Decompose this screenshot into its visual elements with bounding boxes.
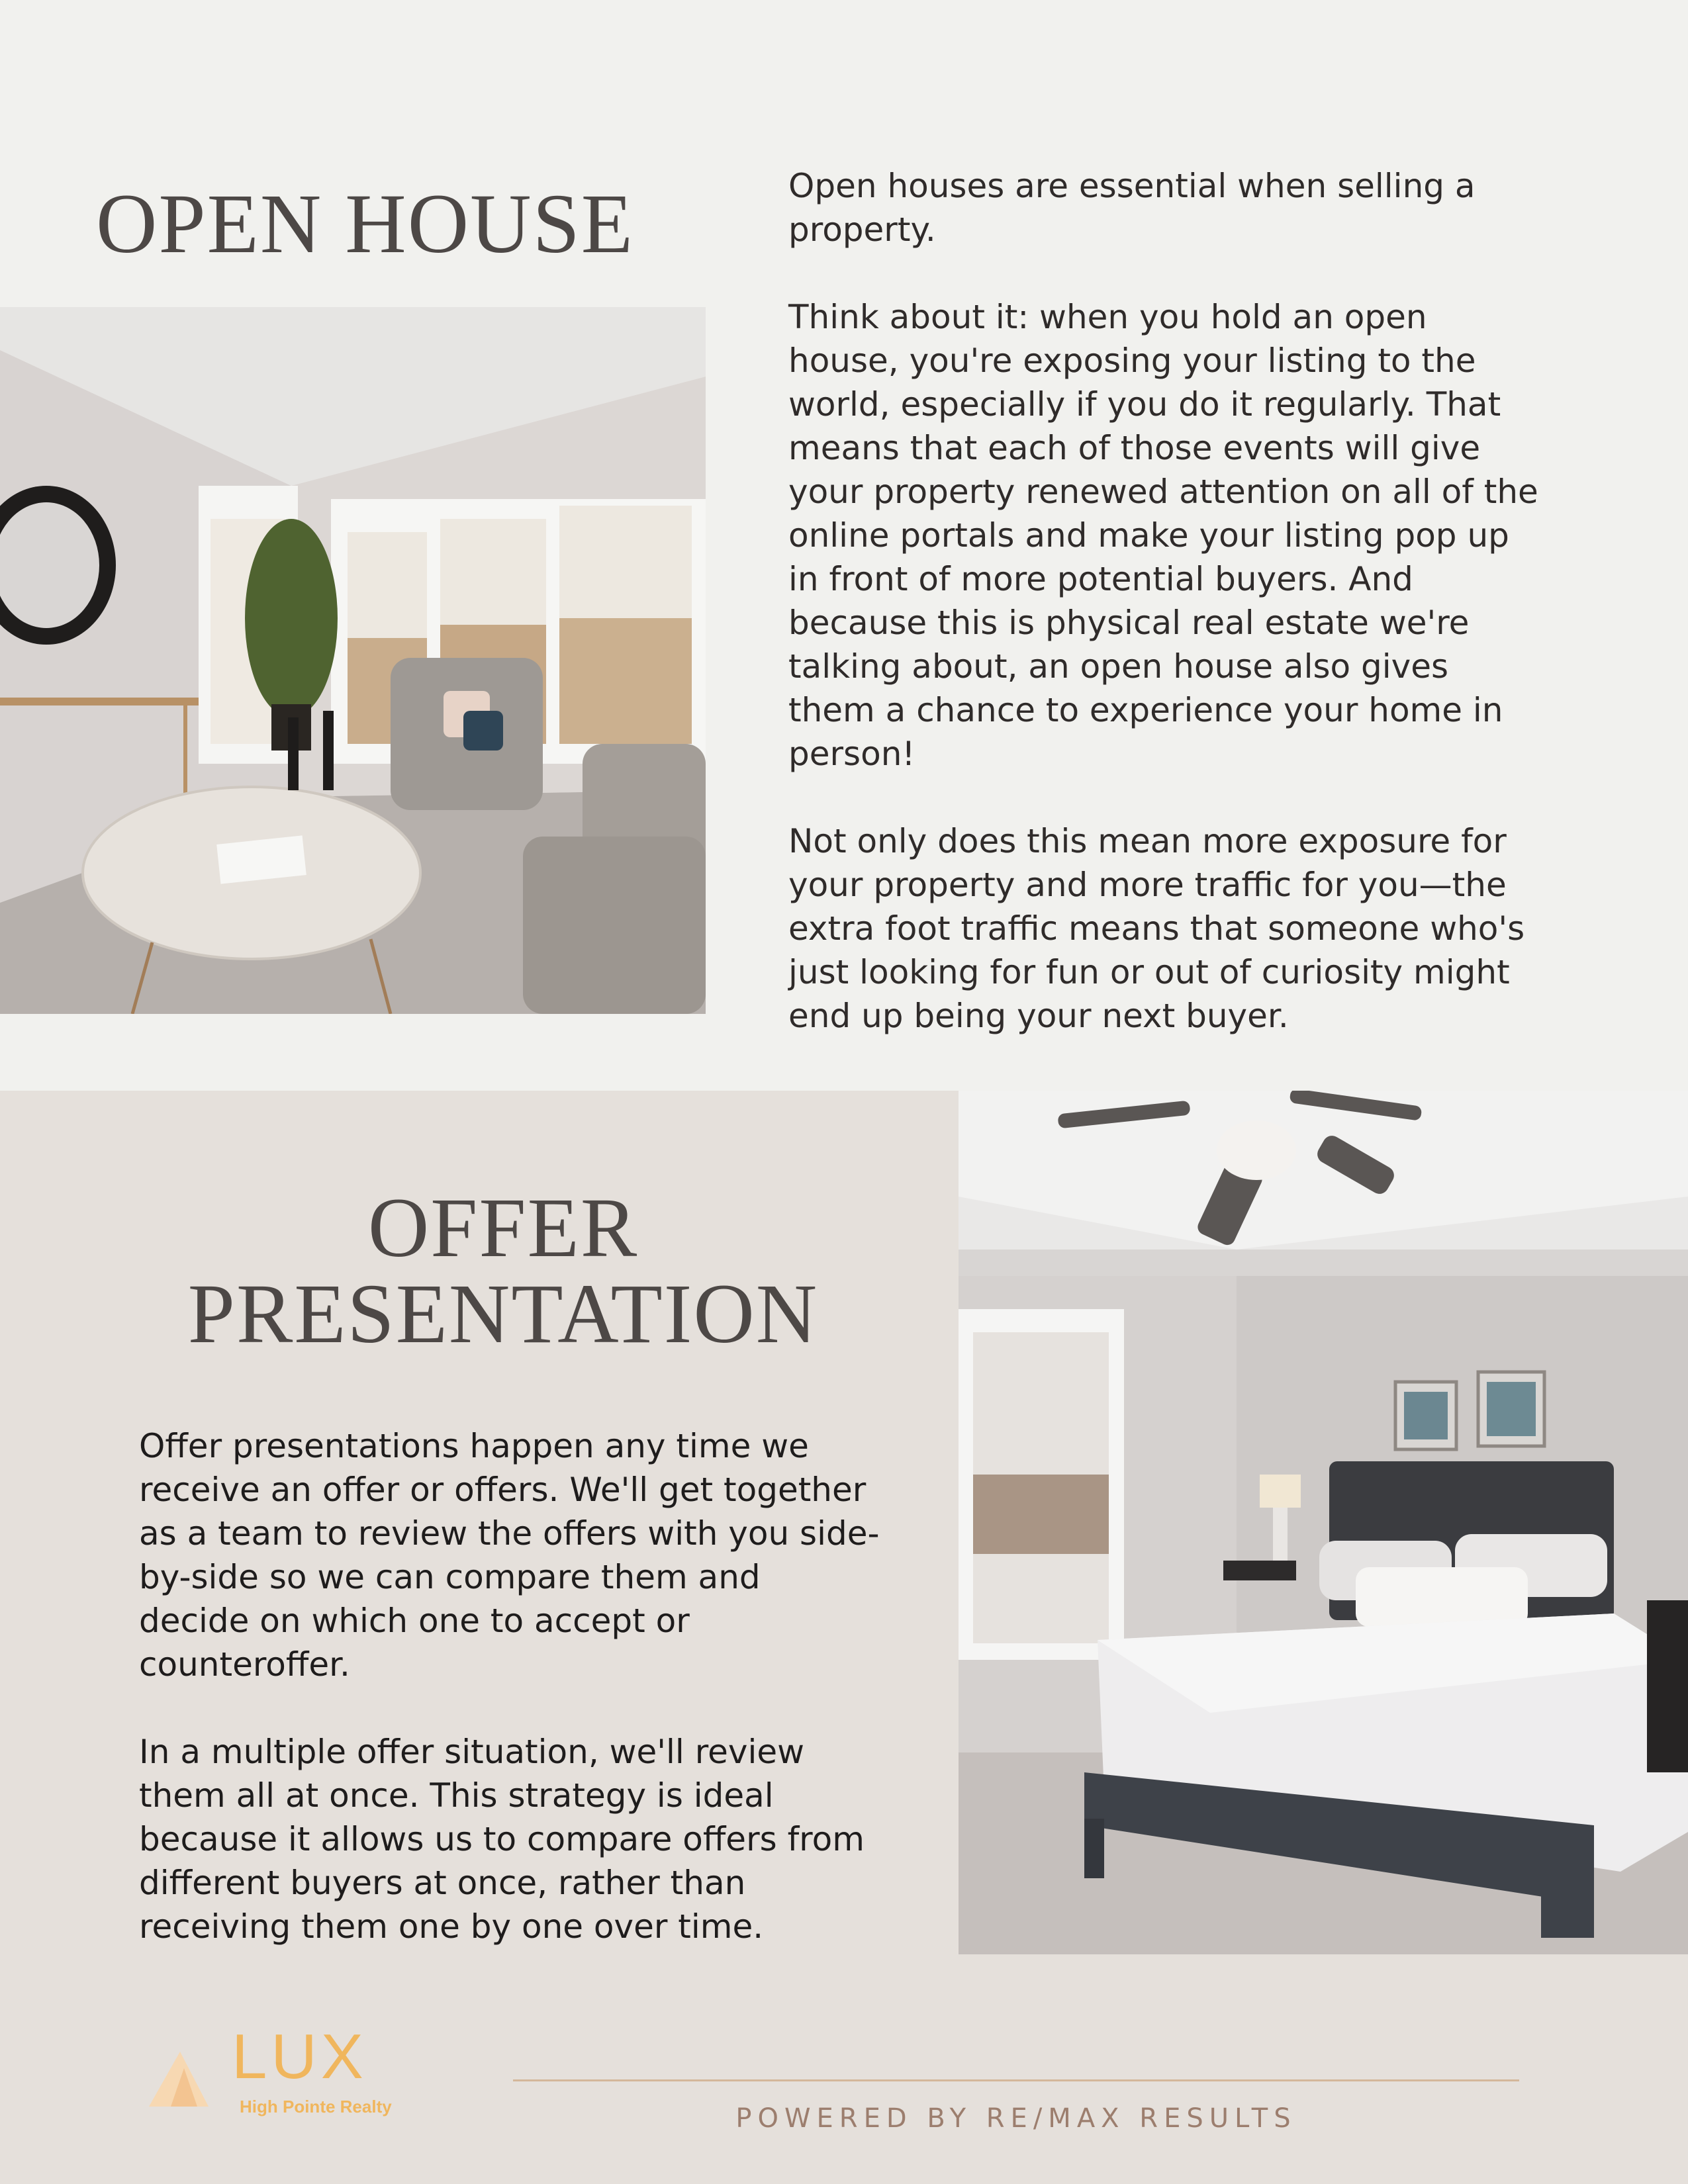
offer-presentation-heading	[132, 1181, 874, 1361]
logo-subtext: High Pointe Realty	[240, 2097, 392, 2116]
logo-wordmark: LUX	[232, 2021, 367, 2092]
logo-mark-icon	[146, 2048, 212, 2108]
lux-logo	[146, 2021, 430, 2138]
footer-tagline: POWERED BY RE/MAX RESULTS	[735, 2103, 1297, 2134]
heading-line: OFFER	[367, 1181, 639, 1275]
heading-line: PRESENTATION	[187, 1267, 819, 1361]
footer-divider	[513, 2079, 1519, 2081]
open-house-paragraph: Open houses are essential when selling a property.	[788, 167, 1476, 249]
open-house-body	[788, 164, 1543, 1081]
offer-presentation-paragraph: Offer presentations happen any time we receive an offer or offers. We'll get together as a team to review the offers with you side-by-side so we can compare them and decide on which one to accept or counteroffer.	[139, 1427, 880, 1684]
open-house-paragraph: Think about it: when you hold an open house, you're exposing your listing to the world, especially if you do it regularly. That means that each of those events will give your property renewed attention on all of the online portals and make your listing pop up in front of more potential buyers. And because this is physical real estate we're talking about, an open house also gives them a chance to experience your home in person!	[788, 298, 1538, 773]
open-house-paragraph: Not only does this mean more exposure for your property and more traffic for you—the extra foot traffic means that someone who's just looking for fun or out of curiosity might end up being your next buyer.	[788, 822, 1525, 1035]
open-house-heading: OPEN HOUSE	[96, 177, 634, 271]
bedroom-photo	[959, 1091, 1688, 1954]
living-room-photo	[0, 307, 706, 1014]
offer-presentation-paragraph: In a multiple offer situation, we'll review them all at once. This strategy is ideal because it allows us to compare offers from different buyers at once, rather than receiving them one by one over time.	[139, 1733, 865, 1946]
offer-presentation-body	[139, 1424, 880, 1992]
